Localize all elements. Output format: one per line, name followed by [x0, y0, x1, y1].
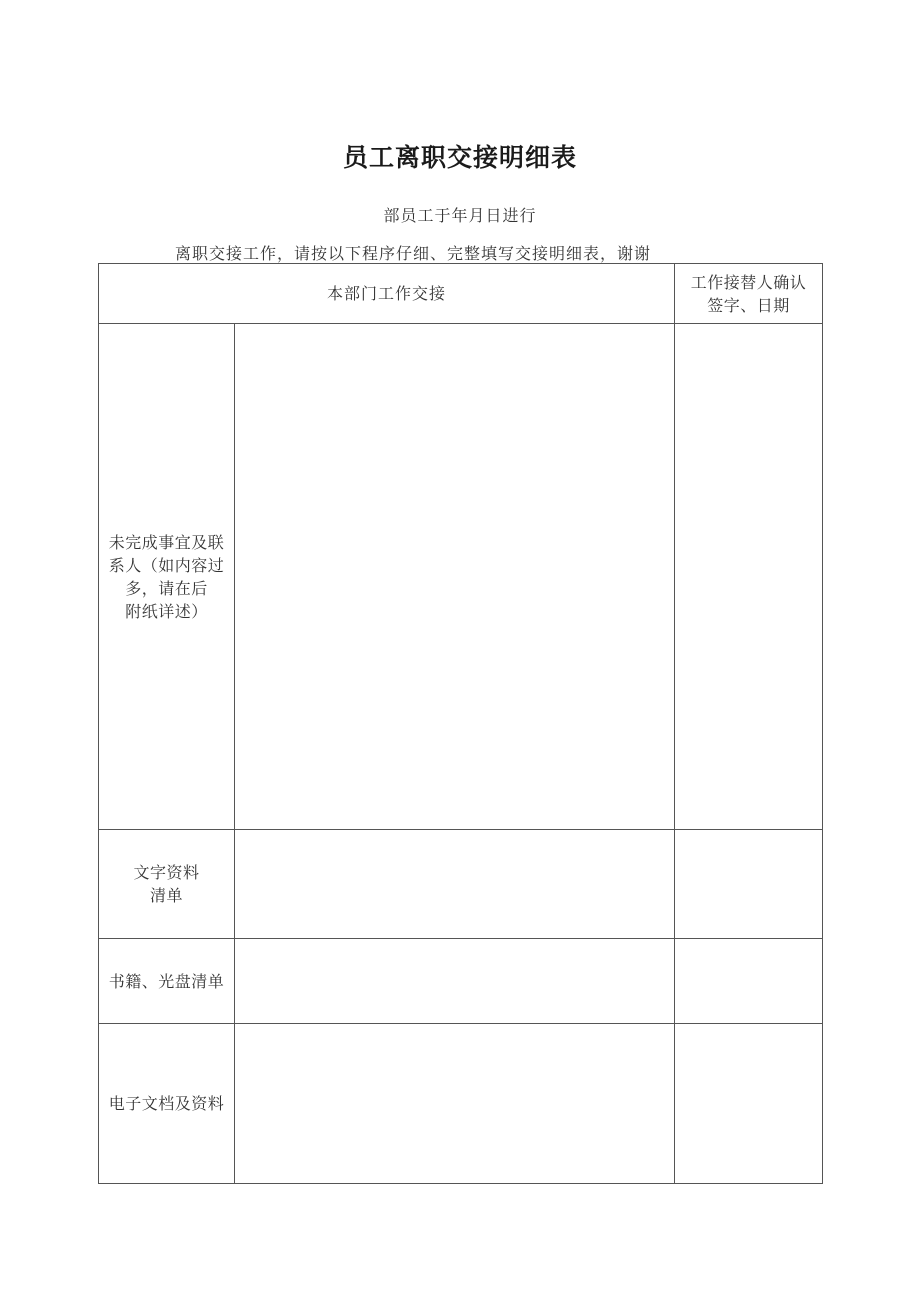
confirm-cell-books-discs[interactable]: [675, 939, 823, 1024]
table-row-books-discs: [99, 939, 823, 1024]
row-label-unfinished: [99, 324, 235, 830]
table-row-text-materials: [99, 830, 823, 939]
confirm-cell-text-materials[interactable]: [675, 830, 823, 939]
content-cell-books-discs[interactable]: [235, 939, 675, 1024]
row-label-line: 系人（如内容过: [108, 555, 225, 575]
row-label-line: 未完成事宜及联: [108, 532, 225, 552]
row-label-text-materials: [99, 830, 235, 939]
header-department-handover: 本部门工作交接: [99, 264, 675, 324]
row-label-books-discs: [99, 939, 235, 1024]
row-label-electronic-docs: [99, 1024, 235, 1184]
row-label-line: 电子文档及资料: [108, 1094, 225, 1113]
row-label-line: 多，请在后: [125, 578, 208, 598]
confirm-cell-unfinished[interactable]: [675, 324, 823, 830]
intro-line-2: 离职交接工作，请按以下程序仔细、完整填写交接明细表，谢谢: [175, 244, 652, 263]
header-successor-confirm: [675, 264, 823, 324]
document-title: 员工离职交接明细表: [342, 143, 577, 172]
handover-table: [98, 263, 823, 1184]
content-cell-text-materials[interactable]: [235, 830, 675, 939]
row-label-line: 清单: [149, 886, 183, 905]
row-label-line: 文字资料: [133, 863, 200, 882]
confirm-cell-electronic-docs[interactable]: [675, 1024, 823, 1184]
content-cell-electronic-docs[interactable]: [235, 1024, 675, 1184]
intro-line-1: 部员工于年月日进行: [383, 206, 537, 225]
content-cell-unfinished[interactable]: [235, 324, 675, 830]
table-row-electronic-docs: [99, 1024, 823, 1184]
row-label-line: 附纸详述）: [125, 601, 208, 621]
header-successor-line-2: 签字、日期: [707, 295, 790, 315]
table-header-row: [99, 264, 823, 324]
row-label-line: 书籍、光盘清单: [108, 971, 225, 991]
header-successor-line-1: 工作接替人确认: [690, 272, 807, 292]
table-row-unfinished: [99, 324, 823, 830]
